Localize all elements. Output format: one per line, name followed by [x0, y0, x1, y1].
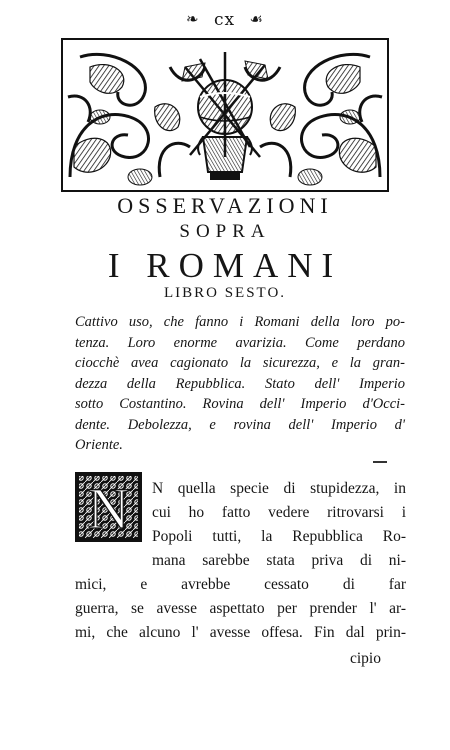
- initial-letter: N: [87, 476, 130, 540]
- section-dash: [373, 461, 387, 463]
- page-number: cx: [214, 10, 236, 30]
- page-header: [0, 10, 450, 30]
- summary-line: dente. Debolezza, e rovina dell' Imperio d': [75, 416, 405, 433]
- headpiece-engraving-icon: [60, 37, 390, 195]
- catchword: cipio: [350, 650, 381, 667]
- title-line-2: SOPRA: [179, 221, 271, 242]
- summary-line: tenza. Loro enorme avarizia. Come perdano: [75, 334, 405, 351]
- book-heading: LIBRO SESTO.: [163, 285, 287, 301]
- body-line: mi, che alcuno l' avesse offesa. Fin dal prin-: [75, 624, 406, 641]
- summary-line: dezza della Repubblica. Stato dell' Imperio: [75, 375, 405, 392]
- decorated-initial-icon: [75, 472, 142, 542]
- fleuron-right-icon: ☙: [249, 10, 264, 28]
- title-line-1: OSSERVAZIONI: [117, 193, 333, 218]
- title-line-3: I ROMANI: [107, 246, 343, 285]
- body-line: mici, e avrebbe cessato di far: [75, 576, 406, 593]
- body-line: N quella specie di stupidezza, in: [152, 480, 406, 497]
- body-line: Popoli tutti, la Repubblica Ro-: [152, 528, 406, 545]
- summary-line: Cattivo uso, che fanno i Romani della loro po-: [75, 314, 405, 330]
- body-line: cui ho fatto vedere ritrovarsi i: [152, 504, 406, 521]
- body-line: mana sarebbe stata priva di ni-: [152, 552, 406, 569]
- fleuron-left-icon: ❧: [186, 10, 200, 28]
- chapter-summary: [75, 312, 405, 456]
- summary-line: ciocchè avea cagionato la sicurezza, e la gran-: [75, 355, 405, 371]
- summary-line: sotto Costantino. Rovina dell' Imperio d'Occi-: [75, 396, 405, 412]
- summary-line: Oriente.: [75, 437, 123, 453]
- body-line: guerra, se avesse aspettato per prender l' ar-: [75, 600, 406, 617]
